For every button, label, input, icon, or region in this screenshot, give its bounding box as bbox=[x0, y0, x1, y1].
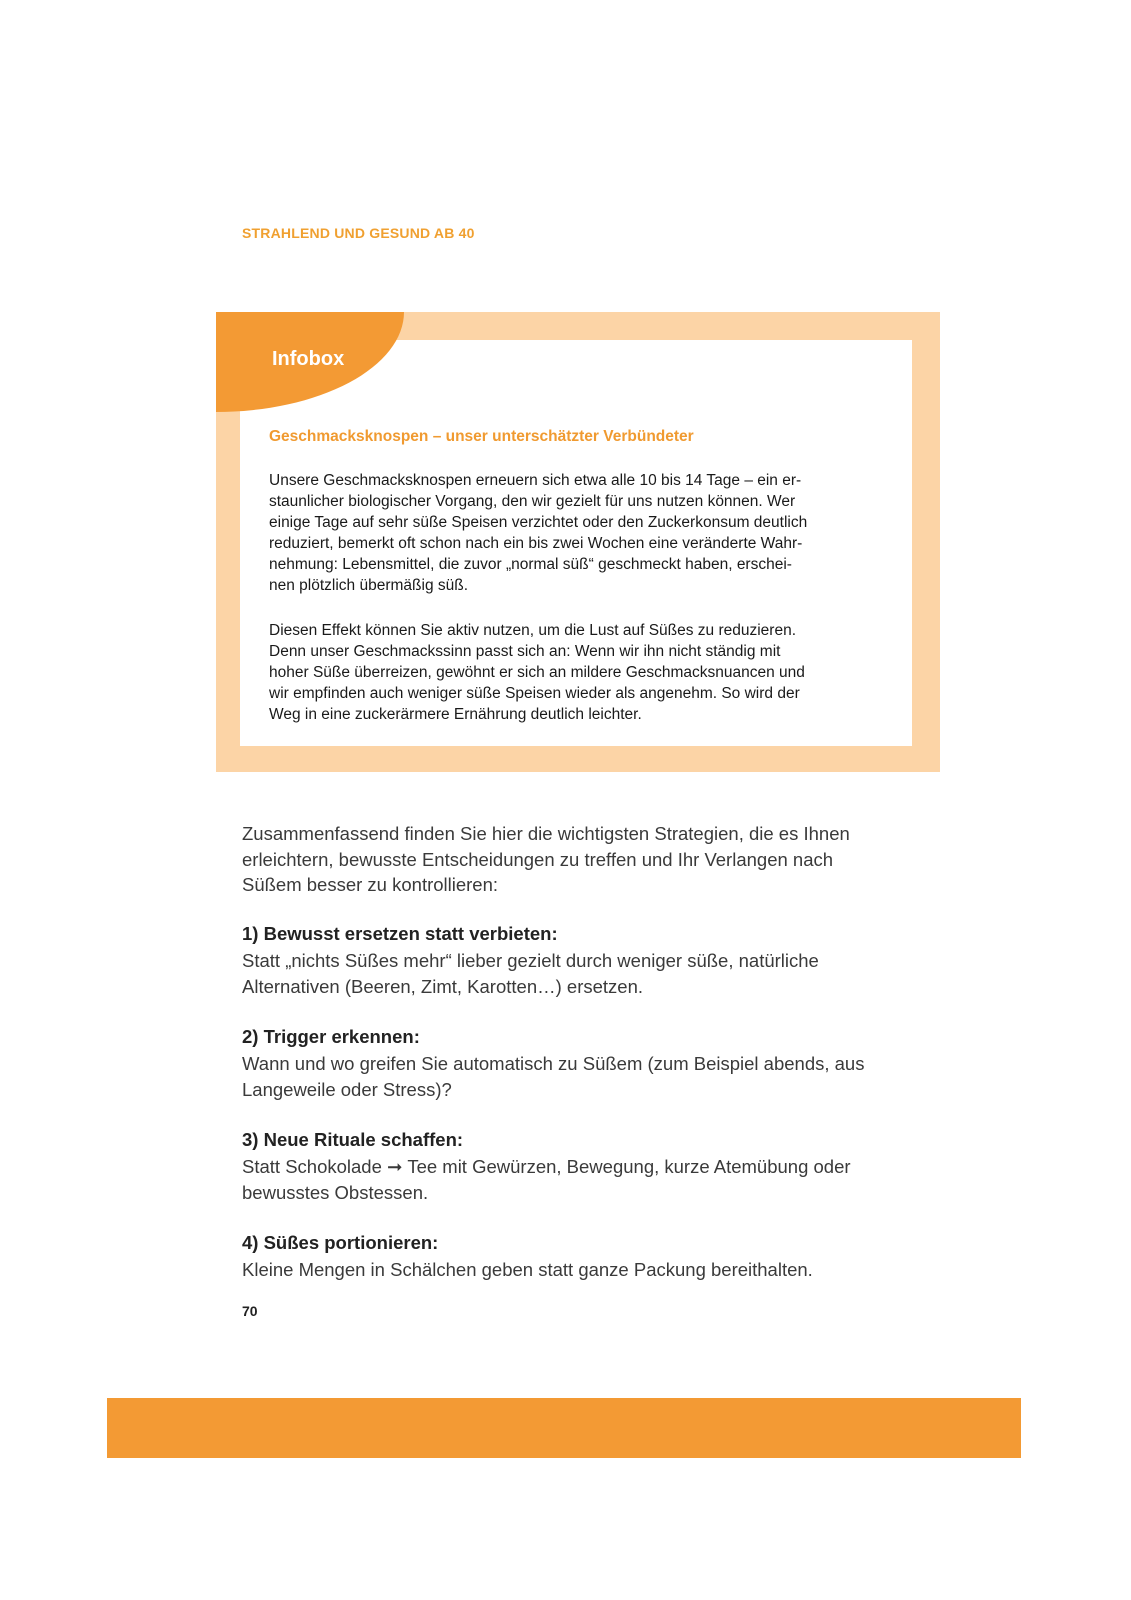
text-line: Statt „nichts Süßes mehr“ lieber gezielt durch weniger süße, natürliche bbox=[242, 950, 819, 971]
text-line: hoher Süße überreizen, gewöhnt er sich an mildere Geschmacksnuancen und bbox=[269, 664, 805, 681]
text-line: Denn unser Geschmackssinn passt sich an: Wenn wir ihn nicht ständig mit bbox=[269, 643, 781, 660]
text-line: Alternativen (Beeren, Zimt, Karotten…) ersetzen. bbox=[242, 975, 644, 997]
text-line: Statt Schokolade ➞ Tee mit Gewürzen, Bewegung, kurze Atemübung oder bbox=[242, 1156, 851, 1177]
intro-paragraph bbox=[242, 821, 922, 898]
text-line: nehmung: Lebensmittel, die zuvor „normal süß“ geschmeckt haben, erschei- bbox=[269, 556, 792, 573]
text-line: Unsere Geschmacksknospen erneuern sich etwa alle 10 bis 14 Tage – ein er- bbox=[269, 472, 802, 489]
running-head: STRAHLEND UND GESUND AB 40 bbox=[242, 225, 475, 241]
page-number: 70 bbox=[242, 1303, 258, 1319]
text-line: nen plötzlich übermäßig süß. bbox=[269, 577, 469, 594]
strategy-3-title: 3) Neue Rituale schaffen: bbox=[242, 1129, 464, 1150]
strategy-2-title: 2) Trigger erkennen: bbox=[242, 1026, 420, 1047]
strategy-1-title: 1) Bewusst ersetzen statt verbieten: bbox=[242, 923, 558, 944]
text-line: Zusammenfassend finden Sie hier die wichtigsten Strategien, die es Ihnen bbox=[242, 823, 850, 844]
infobox-paragraph-2 bbox=[269, 620, 889, 725]
strategy-3-text bbox=[242, 1154, 922, 1205]
text-line: Kleine Mengen in Schälchen geben statt ganze Packung bereithalten. bbox=[242, 1259, 813, 1280]
text-line: erleichtern, bewusste Entscheidungen zu treffen und Ihr Verlangen nach bbox=[242, 848, 834, 870]
text-line: reduziert, bemerkt oft schon nach ein bis zwei Wochen eine veränderte Wahr- bbox=[269, 535, 803, 552]
text-line: wir empfinden auch weniger süße Speisen wieder als angenehm. So wird der bbox=[269, 685, 800, 702]
strategy-2-text bbox=[242, 1051, 922, 1102]
infobox-badge-label: Infobox bbox=[272, 348, 345, 370]
infobox-heading: Geschmacksknospen – unser unterschätzter Verbündeter bbox=[269, 428, 694, 445]
text-line: Wann und wo greifen Sie automatisch zu Süßem (zum Beispiel abends, aus bbox=[242, 1053, 865, 1074]
strategy-4-text bbox=[242, 1257, 922, 1283]
text-line: bewusstes Obstessen. bbox=[242, 1181, 429, 1203]
text-line: Langeweile oder Stress)? bbox=[242, 1078, 452, 1100]
text-line: Süßem besser zu kontrollieren: bbox=[242, 874, 499, 895]
text-line: staunlicher biologischer Vorgang, den wir gezielt für uns nutzen können. Wer bbox=[269, 493, 796, 510]
strategy-1-text bbox=[242, 948, 922, 999]
text-line: Weg in eine zuckerärmere Ernährung deutlich leichter. bbox=[269, 706, 642, 723]
footer-bar bbox=[107, 1398, 1021, 1458]
infobox-paragraph-1 bbox=[269, 470, 889, 596]
strategy-4-title: 4) Süßes portionieren: bbox=[242, 1232, 439, 1253]
text-line: einige Tage auf sehr süße Speisen verzichtet oder den Zuckerkonsum deutlich bbox=[269, 514, 808, 531]
text-line: Diesen Effekt können Sie aktiv nutzen, um die Lust auf Süßes zu reduzieren. bbox=[269, 622, 797, 639]
